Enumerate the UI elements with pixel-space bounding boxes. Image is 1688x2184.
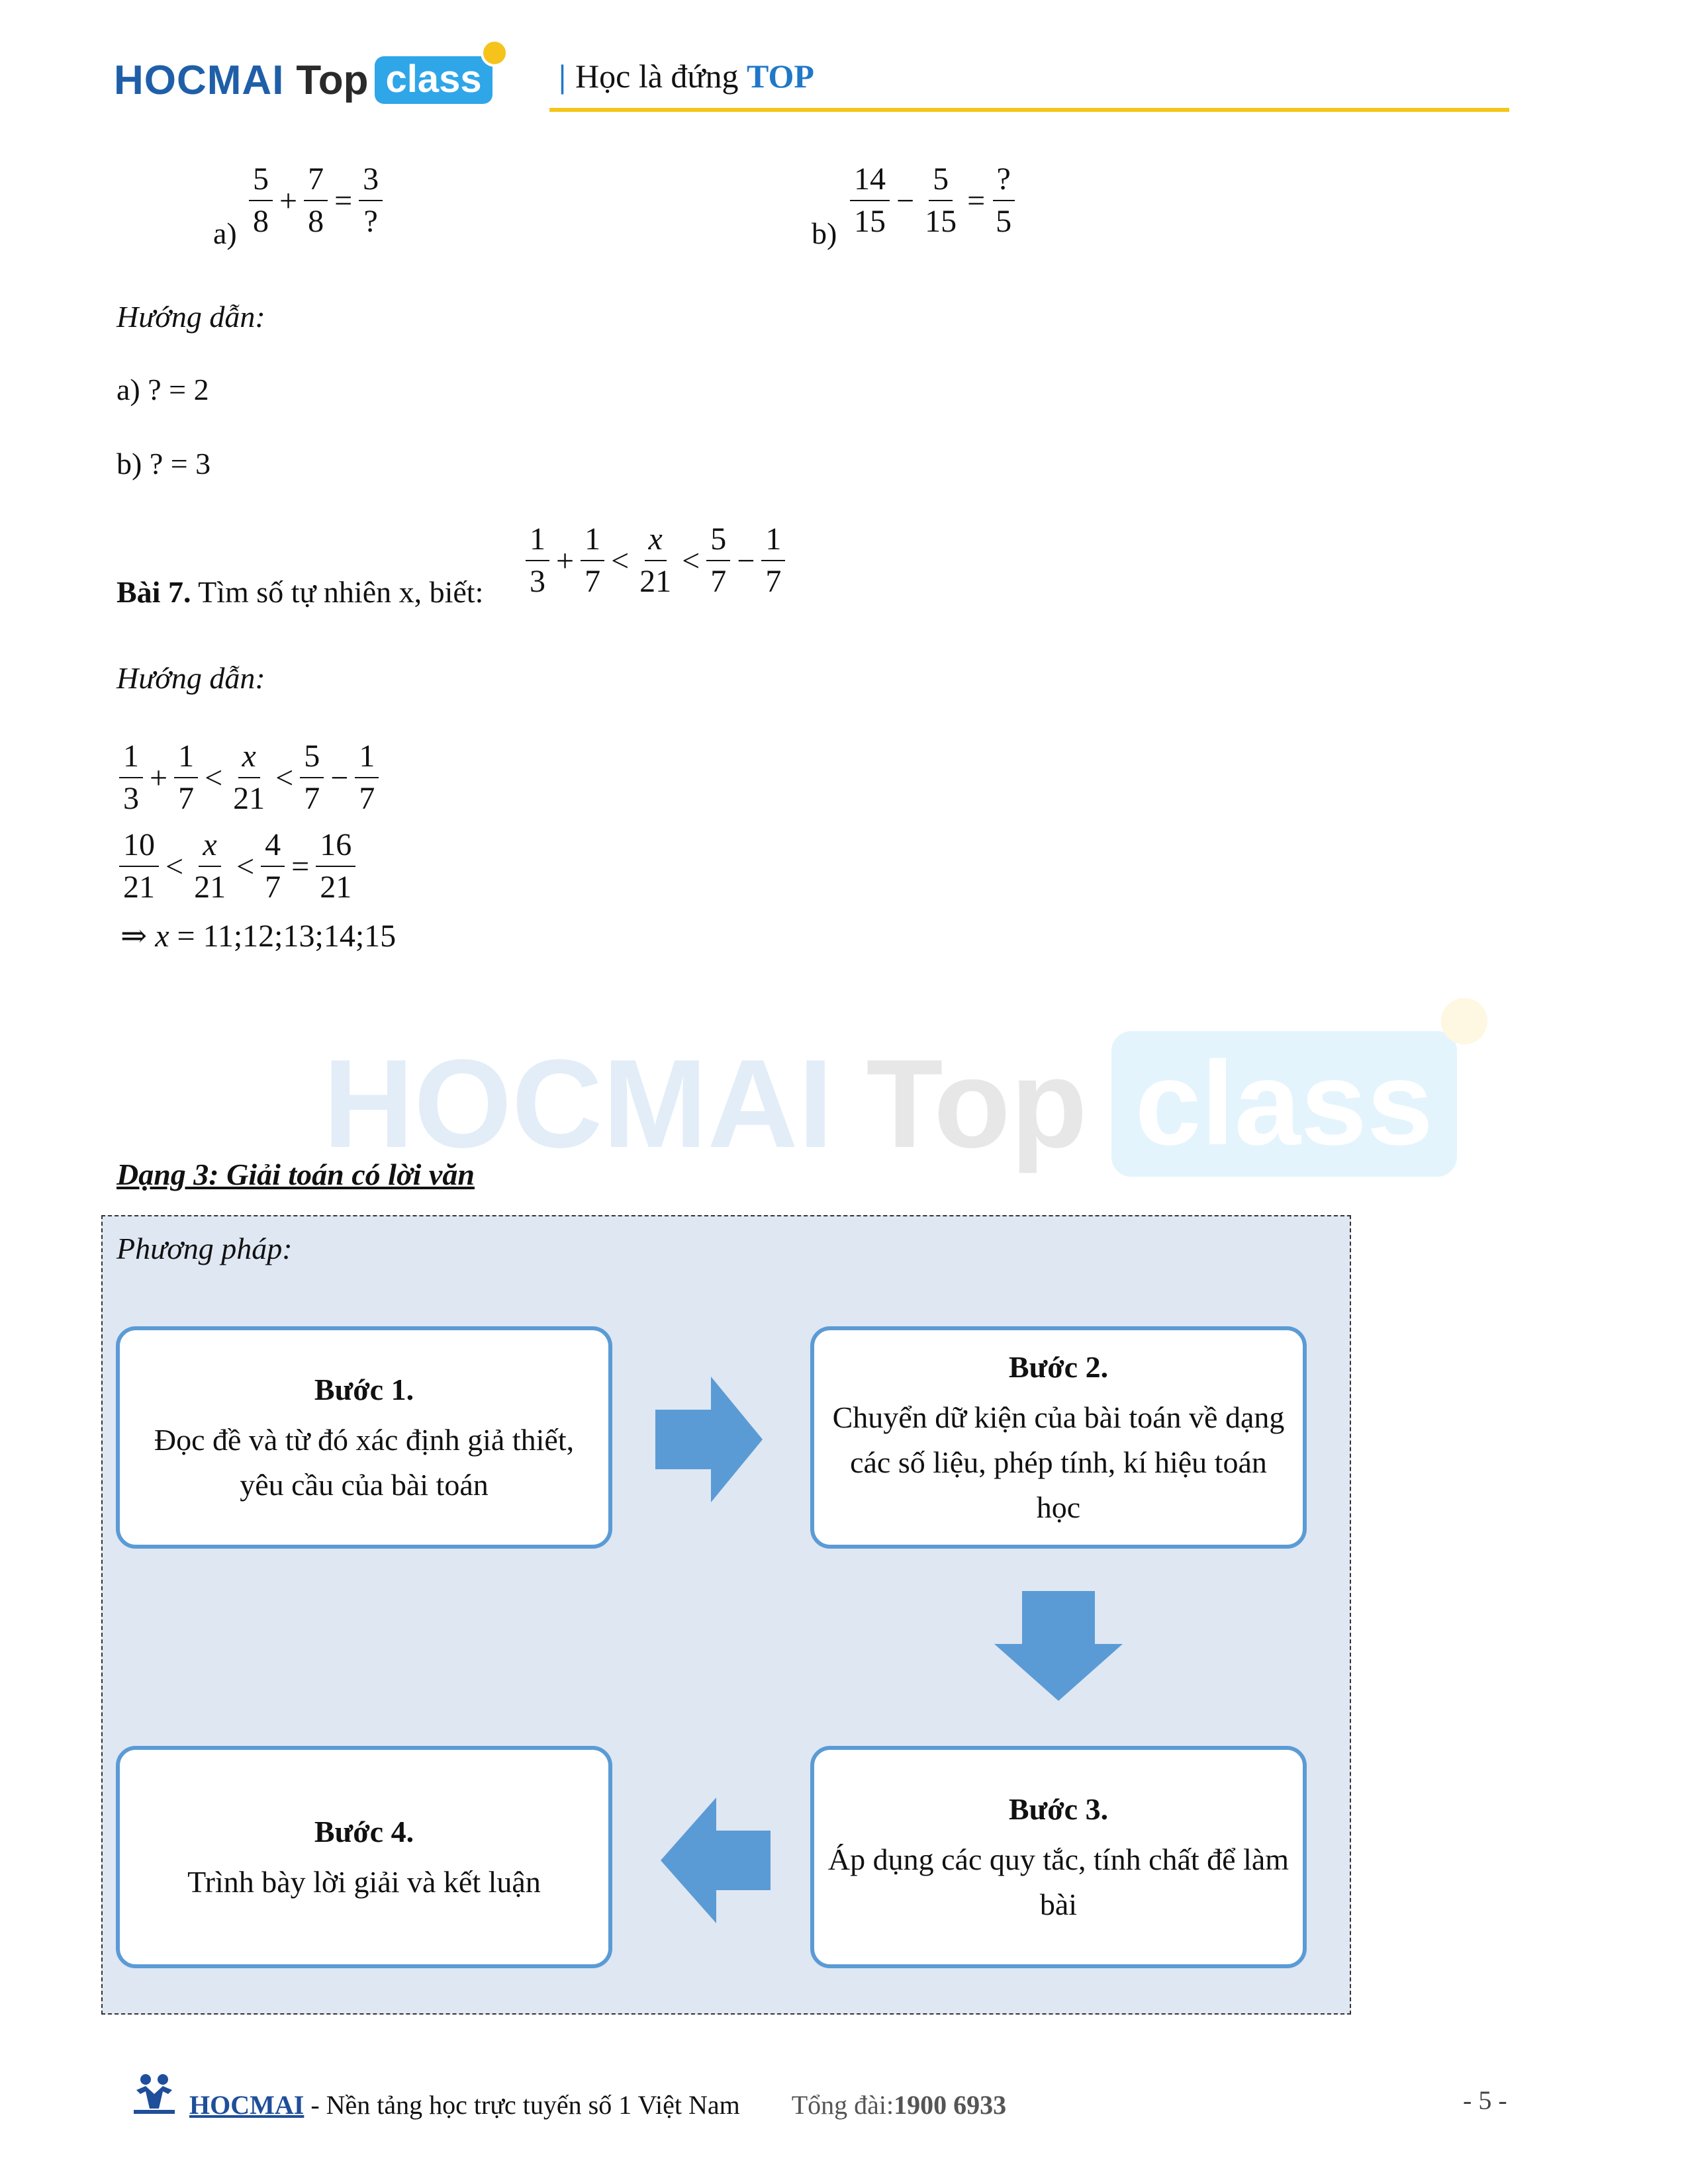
watermark-class: class [1135, 1037, 1434, 1170]
numerator: x [199, 825, 220, 867]
fraction [706, 519, 730, 602]
tagline-separator: | [559, 58, 567, 95]
denominator: 21 [123, 870, 155, 905]
denominator: 7 [765, 564, 782, 599]
numerator: ? [993, 159, 1015, 201]
operator: + [150, 760, 168, 796]
arrow-left-icon [661, 1797, 771, 1923]
footer-hotline-label: Tổng đài: [791, 2089, 894, 2120]
header-divider [549, 108, 1509, 112]
logo-hocmai-text: HOCMAI [114, 57, 285, 103]
operator: < [611, 543, 630, 578]
numerator: 5 [706, 519, 730, 561]
exercise-7-inequality [523, 519, 788, 602]
step-title: Bước 3. [1008, 1792, 1109, 1826]
step-description: Áp dụng các quy tắc, tính chất để làm bài [827, 1843, 1289, 1921]
operator: + [279, 183, 298, 218]
step-2-box [810, 1326, 1307, 1549]
operator: < [236, 848, 255, 884]
fraction [761, 519, 785, 602]
denominator: 7 [359, 781, 375, 816]
fraction [526, 519, 549, 602]
numerator: 16 [316, 825, 355, 867]
fraction [850, 159, 890, 242]
fraction [304, 159, 328, 242]
denominator: 5 [996, 204, 1012, 239]
denominator: 7 [710, 564, 727, 599]
fraction [174, 736, 198, 819]
fraction [229, 736, 269, 819]
operator: = [334, 183, 353, 218]
solution-conclusion [120, 917, 396, 954]
exercise-a-label: a) [213, 216, 237, 250]
numerator: 10 [119, 825, 159, 867]
denominator: 3 [530, 564, 545, 599]
solution-line-1 [117, 736, 381, 819]
fraction [635, 519, 675, 602]
numerator: 5 [300, 736, 324, 778]
denominator: 7 [585, 564, 601, 599]
answer-b: b) ? = 3 [117, 447, 211, 480]
numerator: 1 [174, 736, 198, 778]
operator: − [737, 543, 755, 578]
step-description: Chuyển dữ kiện của bài toán về dạng các số liệu, phép tính, kí hiệu toán học [832, 1400, 1285, 1524]
denominator: ? [363, 204, 378, 239]
watermark-logo [323, 1024, 1457, 1183]
operator: + [556, 543, 575, 578]
step-title: Bước 1. [314, 1373, 414, 1406]
fraction [355, 736, 379, 819]
operator: < [275, 760, 294, 796]
watermark-class-badge [1111, 1031, 1457, 1177]
page-number: - 5 - [1463, 2085, 1507, 2115]
denominator: 15 [854, 204, 886, 239]
numerator: 4 [261, 825, 285, 867]
denominator: 7 [304, 781, 320, 816]
tagline-top: TOP [747, 58, 814, 95]
fraction [581, 519, 604, 602]
denominator: 7 [265, 870, 281, 905]
numerator: 7 [304, 159, 328, 201]
section-3-title: Dạng 3: Giải toán có lời văn [117, 1158, 475, 1191]
operator: = [967, 183, 986, 218]
step-title: Bước 2. [1008, 1350, 1109, 1384]
fraction [119, 736, 143, 819]
numerator: 1 [761, 519, 785, 561]
denominator: 8 [253, 204, 269, 239]
hocmai-topclass-logo [114, 50, 492, 110]
step-description: Đọc đề và từ đó xác định giả thiết, yêu cầu của bài toán [154, 1423, 575, 1502]
footer-description: - Nền tảng học trực tuyến số 1 Việt Nam [310, 2089, 740, 2120]
watermark-top: Top [866, 1034, 1088, 1174]
footer-hotline-number: 1900 6933 [894, 2089, 1007, 2120]
logo-class-badge [375, 56, 492, 104]
denominator: 8 [308, 204, 324, 239]
numerator: 3 [359, 159, 383, 201]
fraction [261, 825, 285, 908]
numerator: x [238, 736, 260, 778]
header-tagline [559, 57, 814, 95]
watermark-hocmai: HOCMAI [323, 1034, 833, 1174]
exercise-b-label: b) [812, 216, 837, 250]
guide-label: Hướng dẫn: [117, 661, 265, 695]
conclusion-values: = 11;12;13;14;15 [169, 919, 397, 954]
step-1-box [116, 1326, 612, 1549]
denominator: 7 [178, 781, 195, 816]
step-description: Trình bày lời giải và kết luận [187, 1865, 541, 1899]
step-title: Bước 4. [314, 1815, 414, 1848]
numerator: 1 [355, 736, 379, 778]
operator: − [896, 183, 915, 218]
denominator: 21 [320, 870, 352, 905]
answer-a: a) ? = 2 [117, 373, 209, 406]
fraction [190, 825, 230, 908]
fraction [300, 736, 324, 819]
solution-line-2 [117, 825, 358, 908]
logo-top-text: Top [296, 57, 369, 103]
denominator: 21 [639, 564, 672, 599]
exercise-7-text: Tìm số tự nhiên x, biết: [191, 575, 484, 609]
footer [132, 2078, 1006, 2131]
guide-label: Hướng dẫn: [117, 300, 265, 334]
fraction [119, 825, 159, 908]
fraction [359, 159, 383, 242]
step-4-box [116, 1746, 612, 1968]
numerator: 5 [249, 159, 273, 201]
operator: − [330, 760, 349, 796]
sun-icon [481, 39, 508, 67]
fraction [992, 159, 1015, 242]
arrow-down-icon [994, 1591, 1123, 1701]
numerator: x [645, 519, 667, 561]
denominator: 21 [194, 870, 226, 905]
method-label: Phương pháp: [117, 1232, 293, 1265]
sun-icon [1441, 998, 1487, 1044]
tagline-text: Học là đứng [575, 58, 747, 95]
denominator: 3 [123, 781, 139, 816]
fraction [316, 825, 355, 908]
arrow-right-icon [655, 1377, 768, 1502]
exercise-7-title [117, 574, 483, 610]
operator: = [291, 848, 310, 884]
fraction [249, 159, 273, 242]
exercise-7-number: Bài 7. [117, 575, 191, 609]
fraction [921, 159, 961, 242]
operator: < [682, 543, 700, 578]
operator: < [165, 848, 184, 884]
implies-symbol: ⇒ [120, 919, 148, 954]
numerator: 1 [581, 519, 604, 561]
denominator: 15 [925, 204, 957, 239]
exercise-b-equation [847, 159, 1018, 242]
variable-x: x [155, 919, 169, 954]
footer-brand-link[interactable]: HOCMAI [189, 2089, 305, 2120]
denominator: 21 [233, 781, 265, 816]
operator: < [205, 760, 223, 796]
numerator: 1 [119, 736, 143, 778]
logo-class-text: class [385, 58, 482, 101]
exercise-a-equation [246, 159, 385, 242]
numerator: 5 [929, 159, 953, 201]
numerator: 14 [850, 159, 890, 201]
numerator: 1 [526, 519, 549, 561]
step-3-box [810, 1746, 1307, 1968]
